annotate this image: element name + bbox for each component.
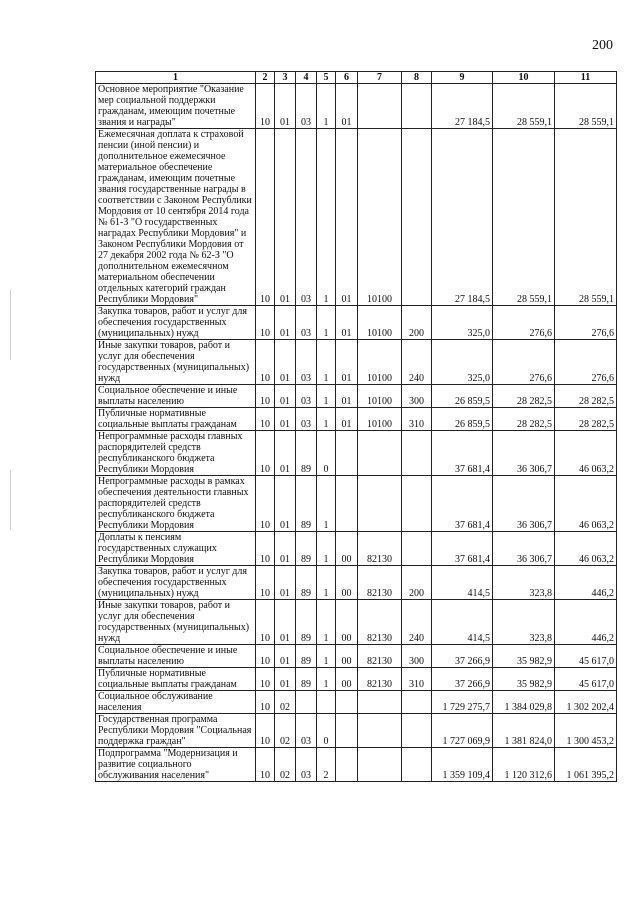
cell-amount: 28 559,1: [555, 129, 617, 306]
cell-code: 10: [256, 385, 275, 408]
cell-code: [358, 691, 402, 714]
cell-code: 310: [402, 408, 432, 431]
row-name: Закупка товаров, работ и услуг для обеспечения государственных (муниципальных) нужд: [96, 566, 256, 600]
cell-amount: 26 859,5: [432, 385, 493, 408]
cell-code: 10100: [358, 340, 402, 385]
cell-code: 00: [336, 566, 358, 600]
cell-code: 10: [256, 714, 275, 748]
cell-code: 10: [256, 532, 275, 566]
cell-code: 10: [256, 668, 275, 691]
cell-amount: 1 729 275,7: [432, 691, 493, 714]
cell-amount: 26 859,5: [432, 408, 493, 431]
cell-code: [402, 532, 432, 566]
table-row: [96, 600, 617, 645]
cell-code: [336, 748, 358, 782]
table-row: [96, 691, 617, 714]
col-header: 7: [358, 72, 402, 84]
cell-code: 1: [317, 600, 336, 645]
table-row: [96, 306, 617, 340]
row-name: Социальное обеспечение и иные выплаты населению: [96, 645, 256, 668]
cell-code: 01: [275, 408, 296, 431]
cell-code: 03: [296, 340, 317, 385]
cell-code: 82130: [358, 645, 402, 668]
cell-code: 1: [317, 84, 336, 129]
cell-amount: 28 282,5: [493, 408, 555, 431]
cell-code: 82130: [358, 668, 402, 691]
cell-amount: 28 282,5: [493, 385, 555, 408]
cell-code: [358, 714, 402, 748]
cell-amount: 46 063,2: [555, 476, 617, 532]
cell-code: 1: [317, 306, 336, 340]
cell-amount: 35 982,9: [493, 645, 555, 668]
cell-code: 1: [317, 476, 336, 532]
col-header: 5: [317, 72, 336, 84]
cell-code: 00: [336, 600, 358, 645]
cell-code: 03: [296, 306, 317, 340]
header-row: [96, 72, 617, 84]
cell-code: 1: [317, 340, 336, 385]
cell-code: 01: [336, 408, 358, 431]
cell-code: [402, 748, 432, 782]
cell-code: [336, 714, 358, 748]
cell-amount: 276,6: [493, 340, 555, 385]
cell-amount: 325,0: [432, 306, 493, 340]
cell-amount: 37 266,9: [432, 645, 493, 668]
cell-code: [358, 748, 402, 782]
cell-amount: 1 061 395,2: [555, 748, 617, 782]
col-header: 6: [336, 72, 358, 84]
row-name: Иные закупки товаров, работ и услуг для обеспечения государственных (муниципальных) нужд: [96, 340, 256, 385]
table-row: [96, 408, 617, 431]
table-row: [96, 645, 617, 668]
cell-code: 1: [317, 566, 336, 600]
scan-edge-mark: [10, 470, 11, 530]
table-row: [96, 129, 617, 306]
cell-code: 89: [296, 532, 317, 566]
col-header: 4: [296, 72, 317, 84]
cell-code: 1: [317, 385, 336, 408]
cell-amount: 414,5: [432, 600, 493, 645]
cell-code: [402, 714, 432, 748]
cell-amount: 1 300 453,2: [555, 714, 617, 748]
cell-code: 01: [275, 84, 296, 129]
cell-code: 01: [275, 566, 296, 600]
cell-amount: 1 359 109,4: [432, 748, 493, 782]
col-header: 1: [96, 72, 256, 84]
cell-code: 01: [275, 645, 296, 668]
row-name: Доплаты к пенсиям государственных служащих Республики Мордовия: [96, 532, 256, 566]
cell-code: 10: [256, 748, 275, 782]
cell-code: 10: [256, 408, 275, 431]
table-row: [96, 340, 617, 385]
cell-code: 01: [336, 84, 358, 129]
cell-code: 89: [296, 600, 317, 645]
cell-code: 89: [296, 668, 317, 691]
col-header: 8: [402, 72, 432, 84]
table-row: [96, 385, 617, 408]
cell-code: 03: [296, 129, 317, 306]
cell-code: 01: [275, 385, 296, 408]
cell-amount: 1 381 824,0: [493, 714, 555, 748]
cell-code: [358, 476, 402, 532]
cell-amount: 1 727 069,9: [432, 714, 493, 748]
cell-amount: 276,6: [555, 306, 617, 340]
row-name: Ежемесячная доплата к страховой пенсии (иной пенсии) и дополнительное ежемесячное материальное обеспечение гражданам, имеющим почетные звания государственные награды в соответствии с Законом Республики Мордовия от 10 сентября 2014 года № 61-З "О государственных наградах Республики Мордовия" и Законом Республики Мордовия от 27 декабря 2002 года № 62-З "О дополнительном ежемесячном материальном обеспечении отдельных категорий граждан Республики Мордовия": [96, 129, 256, 306]
cell-amount: 28 282,5: [555, 408, 617, 431]
cell-code: 03: [296, 84, 317, 129]
cell-code: 10: [256, 84, 275, 129]
cell-code: [402, 476, 432, 532]
cell-code: 240: [402, 340, 432, 385]
cell-amount: 1 302 202,4: [555, 691, 617, 714]
cell-code: 10: [256, 476, 275, 532]
page-number: 200: [592, 38, 613, 53]
col-header: 10: [493, 72, 555, 84]
table-row: [96, 566, 617, 600]
cell-amount: 446,2: [555, 566, 617, 600]
cell-code: [296, 691, 317, 714]
row-name: Публичные нормативные социальные выплаты гражданам: [96, 668, 256, 691]
cell-code: 03: [296, 748, 317, 782]
table-row: [96, 476, 617, 532]
budget-table: [95, 71, 617, 782]
cell-code: 10: [256, 691, 275, 714]
cell-code: [358, 84, 402, 129]
cell-code: 2: [317, 748, 336, 782]
cell-amount: 28 559,1: [555, 84, 617, 129]
cell-amount: 46 063,2: [555, 431, 617, 476]
cell-amount: 1 384 029,8: [493, 691, 555, 714]
cell-code: 240: [402, 600, 432, 645]
cell-code: 82130: [358, 566, 402, 600]
cell-code: 1: [317, 129, 336, 306]
cell-code: 10: [256, 566, 275, 600]
cell-code: 01: [336, 340, 358, 385]
cell-code: 82130: [358, 600, 402, 645]
cell-code: 00: [336, 532, 358, 566]
cell-code: 02: [275, 691, 296, 714]
cell-code: 03: [296, 714, 317, 748]
table-row: [96, 668, 617, 691]
row-name: Государственная программа Республики Мордовия "Социальная поддержка граждан": [96, 714, 256, 748]
cell-code: 1: [317, 645, 336, 668]
cell-code: 1: [317, 408, 336, 431]
cell-code: 200: [402, 566, 432, 600]
row-name: Непрограммные расходы главных распорядителей средств республиканского бюджета Республики Мордовия: [96, 431, 256, 476]
cell-code: [402, 431, 432, 476]
cell-amount: 414,5: [432, 566, 493, 600]
cell-code: 01: [275, 476, 296, 532]
cell-amount: 37 266,9: [432, 668, 493, 691]
cell-amount: 28 282,5: [555, 385, 617, 408]
cell-amount: 1 120 312,6: [493, 748, 555, 782]
row-name: Публичные нормативные социальные выплаты гражданам: [96, 408, 256, 431]
table-row: [96, 748, 617, 782]
cell-amount: 323,8: [493, 566, 555, 600]
row-name: Основное мероприятие "Оказание мер социальной поддержки гражданам, имеющим почетные звания и награды": [96, 84, 256, 129]
cell-code: 89: [296, 566, 317, 600]
cell-amount: 323,8: [493, 600, 555, 645]
col-header: 3: [275, 72, 296, 84]
cell-code: 10100: [358, 306, 402, 340]
cell-code: [317, 691, 336, 714]
cell-amount: 36 306,7: [493, 431, 555, 476]
cell-code: 89: [296, 645, 317, 668]
cell-code: 1: [317, 668, 336, 691]
cell-code: 03: [296, 408, 317, 431]
cell-amount: 28 559,1: [493, 84, 555, 129]
cell-code: 300: [402, 645, 432, 668]
cell-code: 10100: [358, 408, 402, 431]
cell-amount: 46 063,2: [555, 532, 617, 566]
cell-code: 01: [275, 340, 296, 385]
cell-code: 10: [256, 431, 275, 476]
cell-code: 89: [296, 431, 317, 476]
cell-amount: 35 982,9: [493, 668, 555, 691]
cell-code: 200: [402, 306, 432, 340]
cell-amount: 36 306,7: [493, 476, 555, 532]
cell-code: 1: [317, 532, 336, 566]
cell-amount: 37 681,4: [432, 431, 493, 476]
cell-code: 82130: [358, 532, 402, 566]
cell-code: 0: [317, 431, 336, 476]
table-row: [96, 431, 617, 476]
row-name: Закупка товаров, работ и услуг для обеспечения государственных (муниципальных) нужд: [96, 306, 256, 340]
col-header: 9: [432, 72, 493, 84]
cell-code: 01: [275, 306, 296, 340]
cell-amount: 28 559,1: [493, 129, 555, 306]
cell-amount: 325,0: [432, 340, 493, 385]
cell-code: 00: [336, 645, 358, 668]
cell-code: 10100: [358, 385, 402, 408]
cell-code: [402, 691, 432, 714]
cell-code: 01: [336, 129, 358, 306]
cell-code: [402, 84, 432, 129]
cell-amount: 37 681,4: [432, 476, 493, 532]
cell-amount: 276,6: [555, 340, 617, 385]
cell-amount: 37 681,4: [432, 532, 493, 566]
cell-code: [402, 129, 432, 306]
cell-code: 10: [256, 600, 275, 645]
cell-amount: 36 306,7: [493, 532, 555, 566]
cell-code: 0: [317, 714, 336, 748]
cell-code: 10: [256, 340, 275, 385]
cell-code: 10: [256, 306, 275, 340]
row-name: Непрограммные расходы в рамках обеспечения деятельности главных распорядителей средств республиканского бюджета Республики Мордовия: [96, 476, 256, 532]
cell-code: 01: [336, 385, 358, 408]
cell-code: 01: [336, 306, 358, 340]
cell-amount: 45 617,0: [555, 668, 617, 691]
cell-code: 300: [402, 385, 432, 408]
cell-code: [336, 431, 358, 476]
cell-code: 10: [256, 645, 275, 668]
cell-amount: 45 617,0: [555, 645, 617, 668]
row-name: Социальное обслуживание населения: [96, 691, 256, 714]
cell-code: [358, 431, 402, 476]
cell-amount: 27 184,5: [432, 84, 493, 129]
cell-code: 10: [256, 129, 275, 306]
cell-code: 00: [336, 668, 358, 691]
table-row: [96, 84, 617, 129]
row-name: Подпрограмма "Модернизация и развитие социального обслуживания населения": [96, 748, 256, 782]
col-header: 2: [256, 72, 275, 84]
cell-code: 02: [275, 748, 296, 782]
cell-code: [336, 691, 358, 714]
col-header: 11: [555, 72, 617, 84]
cell-code: 01: [275, 129, 296, 306]
table-row: [96, 714, 617, 748]
cell-code: 01: [275, 532, 296, 566]
cell-code: 01: [275, 600, 296, 645]
table-row: [96, 532, 617, 566]
cell-amount: 446,2: [555, 600, 617, 645]
cell-code: 03: [296, 385, 317, 408]
cell-amount: 27 184,5: [432, 129, 493, 306]
row-name: Социальное обеспечение и иные выплаты населению: [96, 385, 256, 408]
cell-code: 310: [402, 668, 432, 691]
cell-code: 89: [296, 476, 317, 532]
scan-edge-mark: [10, 290, 11, 360]
cell-code: 10100: [358, 129, 402, 306]
cell-amount: 276,6: [493, 306, 555, 340]
cell-code: [336, 476, 358, 532]
cell-code: 01: [275, 668, 296, 691]
cell-code: 02: [275, 714, 296, 748]
row-name: Иные закупки товаров, работ и услуг для обеспечения государственных (муниципальных) нужд: [96, 600, 256, 645]
cell-code: 01: [275, 431, 296, 476]
